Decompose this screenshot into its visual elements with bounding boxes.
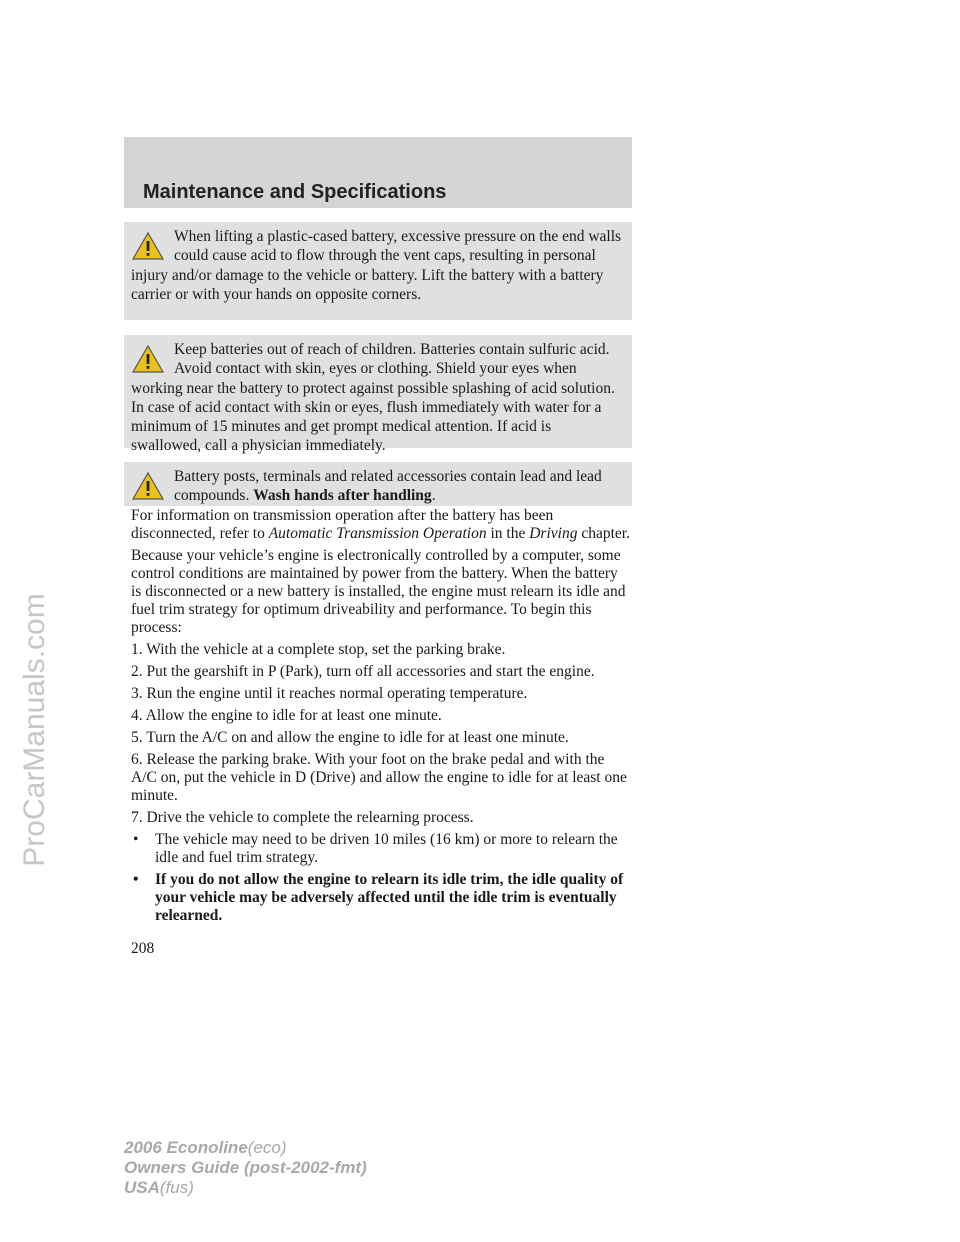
footer-model: 2006 Econoline xyxy=(124,1138,248,1157)
body-text xyxy=(131,507,631,929)
footer-market-code: (fus) xyxy=(159,1178,194,1197)
page-number: 208 xyxy=(131,940,155,957)
step-4: 4. Allow the engine to idle for at least one minute. xyxy=(131,707,442,724)
note-text: For information on transmission operation after the battery has been disconnected, refer to xyxy=(131,507,554,542)
footer-line-2: Owners Guide (post-2002-fmt) xyxy=(124,1158,367,1177)
document-footer xyxy=(124,1138,367,1198)
note-text: in the xyxy=(486,525,530,542)
bullet-item-bold: • If you do not allow the engine to relearn its idle trim, the idle quality of your vehicle may be adversely affected until the idle trim is eventually relearned. xyxy=(131,871,631,925)
warning-triangle-icon xyxy=(131,344,165,374)
step-5: 5. Turn the A/C on and allow the engine to idle for at least one minute. xyxy=(131,729,569,746)
bullet-item: • The vehicle may need to be driven 10 miles (16 km) or more to relearn the idle and fuel trim strategy. xyxy=(131,831,631,867)
warning-text: Keep batteries out of reach of children. Batteries contain sulfuric acid. Avoid contact with skin, eyes or clothing. Shield your eyes when working near the battery to protect against possible splashing of acid solution. In case of acid contact with skin or eyes, flush immediately with water for a minimum of 15 minutes and get prompt medical attention. If acid is swallowed, call a physician immediately. xyxy=(131,341,615,455)
watermark xyxy=(18,520,52,940)
section-header xyxy=(124,137,632,208)
warning-text xyxy=(131,467,624,506)
step-1: 1. With the vehicle at a complete stop, set the parking brake. xyxy=(131,641,506,658)
reference-driving-chapter: Driving xyxy=(529,525,578,542)
relearn-intro: Because your vehicle’s engine is electronically controlled by a computer, some control conditions are maintained by power from the battery. When the battery is disconnected or a new battery is installed, the engine must relearn its idle and fuel trim strategy for optimum driveability and performance. To begin this process: xyxy=(131,547,626,636)
warning-box-children-acid xyxy=(124,335,632,455)
step-3: 3. Run the engine until it reaches normal operating temperature. xyxy=(131,685,528,702)
warning-text-bold: Wash hands after handling xyxy=(253,487,432,505)
warning-text: When lifting a plastic-cased battery, excessive pressure on the end walls could cause acid to flow through the vent caps, resulting in personal injury and/or damage to the vehicle or battery. Lift the battery with a battery carrier or with your hands on opposite corners. xyxy=(131,228,622,303)
watermark-text: ProCarManuals.com xyxy=(18,593,51,867)
warning-triangle-icon xyxy=(131,231,165,261)
step-7: 7. Drive the vehicle to complete the relearning process. xyxy=(131,809,474,826)
reference-automatic-transmission: Automatic Transmission Operation xyxy=(268,525,487,542)
footer-market: USA xyxy=(124,1178,160,1197)
note-text: chapter. xyxy=(577,525,630,542)
step-2: 2. Put the gearshift in P (Park), turn off all accessories and start the engine. xyxy=(131,663,595,680)
footer-model-code: (eco) xyxy=(247,1138,287,1157)
warning-box-lead xyxy=(124,462,632,506)
warning-text-plain: Battery posts, terminals and related accessories contain lead and lead compounds. xyxy=(174,468,602,505)
footer-line-3 xyxy=(124,1178,367,1198)
footer-line-1 xyxy=(124,1138,367,1158)
step-6: 6. Release the parking brake. With your foot on the brake pedal and with the A/C on, put the vehicle in D (Drive) and allow the engine to idle for at least one minute. xyxy=(131,751,627,804)
transmission-note xyxy=(131,507,631,543)
section-title: Maintenance and Specifications xyxy=(143,181,447,203)
warning-triangle-icon xyxy=(131,471,165,501)
warning-text-end: . xyxy=(431,487,436,505)
warning-box-plastic-battery xyxy=(124,222,632,320)
